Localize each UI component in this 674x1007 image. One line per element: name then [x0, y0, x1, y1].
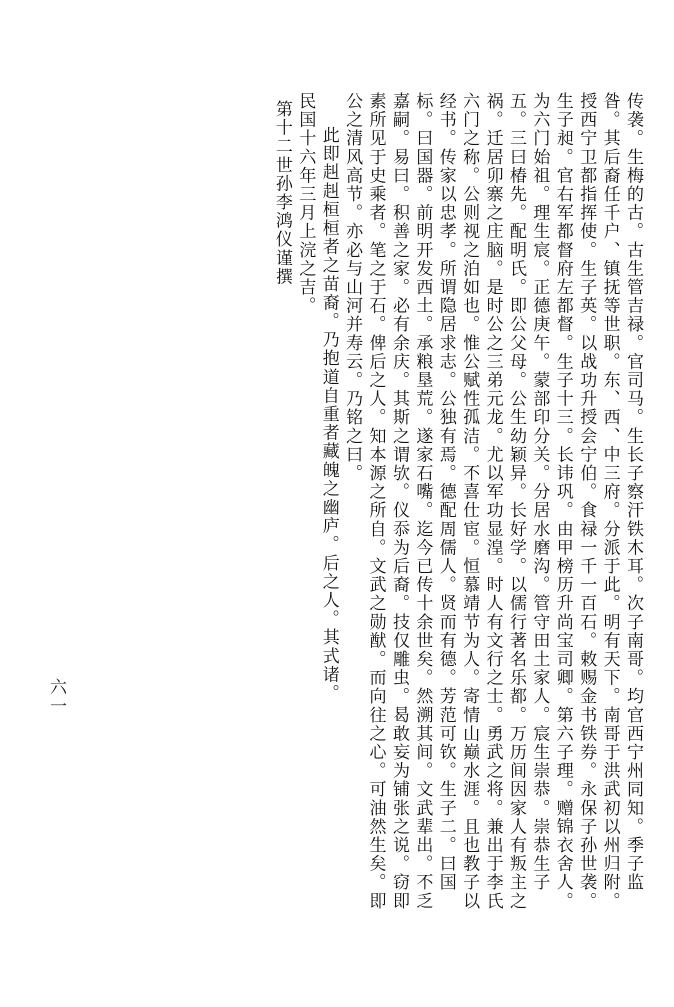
epitaph-date-line: 民国十六年三月上浣之吉。	[295, 92, 316, 316]
epitaph-author-line: 第十二世孙李鸿仪谨撰	[271, 100, 292, 286]
vertical-text-block	[271, 92, 644, 912]
page-number: 六一	[46, 678, 66, 716]
epitaph-inscription-paragraph: 此即赳赳桓桓者之苗裔。乃抱道自重者藏魄之幽庐。后之人。其式诸。	[318, 126, 339, 703]
epitaph-body-paragraph: 传袭。生梅的古。古生管吉禄。官司马。生长子察汗铁木耳。次子南哥。均官西宁州同知。季子监昝。其后裔任千户、镇抚等世职。东、西、中三府。分派于此。明有天下。南哥于洪武初以州归附。授西宁卫都指挥使。生子英。以战功升授会宁伯。食禄一千一百石。敕赐金书铁券。永保子孙世袭。生子昶。官右军都督府左都督。生子十三。长讳巩。由甲榜历升尚宝司卿。第六子理。赠锦衣舍人。为六门始祖。理生宸。正德庚午。蒙部印分关。分居水磨沟。管守田土家人。宸生崇恭。崇恭生子五。三曰椿先。配明氏。即公父母。公生幼颖异。长好学。以儒行著名乐都。万历间因家人有叛主之祸。迁居卯寨之庄脑。是时公之三弟元龙。尤以军功显湟。时人有文行之士。勇武之将。兼出于李氏六门之称。公则视之泊如也。惟公赋性孤洁。不喜仕宦。恒慕靖节为人。寄情山巅水涯。且也教子以经书。传家以忠孝。所谓隐居求志。公独有焉。德配周儒人。贤而有德。芳范可钦。生子二。曰国标。曰国器。前明开发西土。承粮垦荒。遂家石嘴。迄今已传十余世矣。然溯其间。文武辈出。不乏嘉嗣。易曰。积善之家。必有余庆。其斯之谓欤。仪忝为后裔。技仅雕虫。曷敢妄为铺张之说。窃即素所见于史乘者。笔之于石。俾后之人。知本源之所自。文武之勋猷。而向往之心。可油然生矣。即公之清风高节。亦必与山河并寿云。乃铭之曰。	[342, 92, 643, 911]
